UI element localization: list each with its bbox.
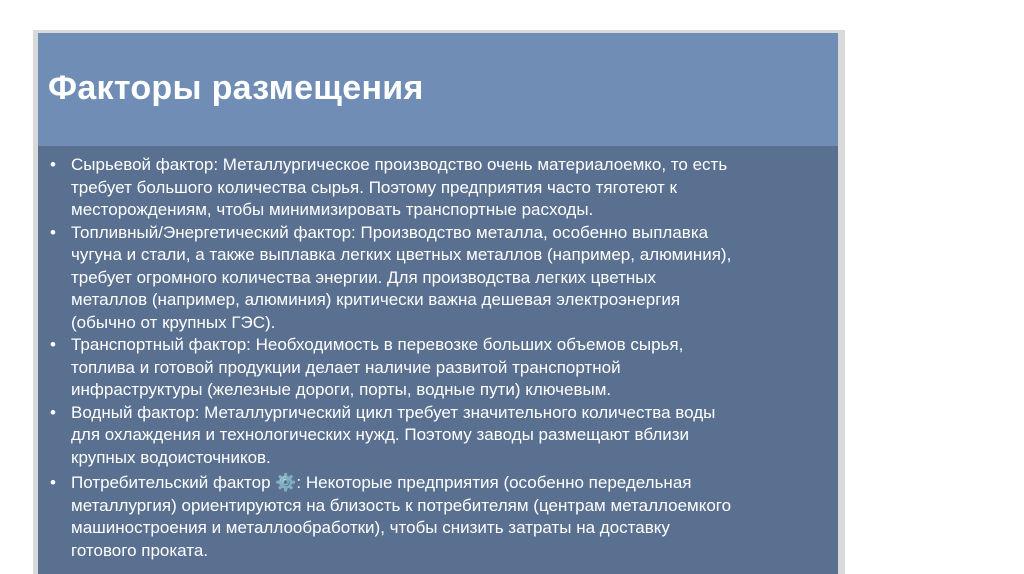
bullet-line: (обычно от крупных ГЭС). — [71, 312, 276, 332]
bullet-marker: • — [50, 155, 56, 174]
bullet-item-transport — [46, 334, 828, 402]
bullet-item-energy — [46, 222, 828, 335]
bullet-line: Топливный/Энергетический фактор: Производство металла, особенно выплавка — [71, 222, 709, 242]
bullet-line: требует большого количества сырья. Поэтому предприятия часто тяготеют к — [71, 177, 677, 197]
slide-title: Факторы размещения — [48, 69, 424, 107]
bullet-line: металлов (например, алюминия) критически важна дешевая электроэнергия — [71, 290, 681, 309]
bullet-line: для охлаждения и технологических нужд. Поэтому заводы размещают вблизи — [71, 425, 690, 444]
bullet-line: Транспортный фактор: Необходимость в перевозке больших объемов сырья, — [71, 335, 684, 354]
bullet-list — [46, 154, 828, 562]
bullet-item-raw-material — [46, 154, 828, 222]
bullet-marker: • — [50, 335, 56, 354]
bullet-line: инфраструктуры (железные дороги, порты, водные пути) ключевым. — [71, 380, 612, 399]
bullet-item-consumer — [46, 472, 828, 562]
bullet-line: крупных водоисточников. — [71, 447, 271, 467]
bullet-marker: • — [50, 402, 56, 422]
bullet-line: Сырьевой фактор: Металлургическое производство очень материалоемко, то есть — [71, 155, 728, 174]
bullet-line: машиностроения и металлообработки), чтобы снизить затраты на доставку — [71, 518, 670, 537]
bullet-line: Водный фактор: Металлургический цикл требует значительного количества воды — [71, 402, 716, 422]
bullet-line: требует огромного количества энергии. Для производства легких цветных — [71, 267, 657, 287]
bullet-line: Потребительский фактор ⚙️: Некоторые предприятия (особенно передельная — [71, 473, 692, 492]
bullet-line: металлургия) ориентируются на близость к потребителям (центрам металлоемкого — [71, 495, 732, 515]
slide — [38, 33, 838, 574]
bullet-line: готового проката. — [71, 540, 209, 560]
bullet-line: чугуна и стали, а также выплавка легких цветных металлов (например, алюминия), — [71, 245, 732, 264]
bullet-line: месторождениям, чтобы минимизировать транспортные расходы. — [71, 200, 594, 219]
title-bar — [38, 33, 838, 146]
bullet-item-water — [46, 402, 828, 470]
bullet-marker: • — [50, 222, 56, 242]
bullet-line: топлива и готовой продукции делает наличие развитой транспортной — [71, 357, 621, 377]
bullet-marker: • — [50, 473, 56, 492]
